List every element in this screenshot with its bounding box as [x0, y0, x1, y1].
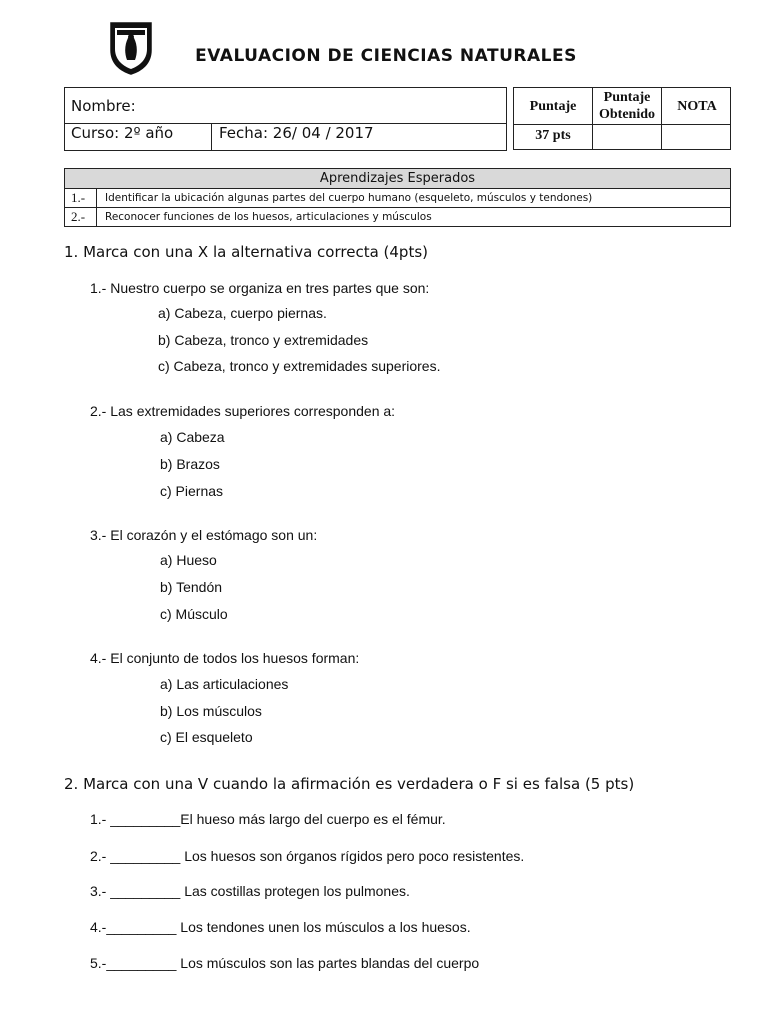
- question-3-option-b[interactable]: b) Tendón: [160, 579, 223, 595]
- student-info-box: [64, 87, 507, 151]
- info-divider: [211, 124, 212, 151]
- table-row: [65, 189, 730, 208]
- section-2-title: 2. Marca con una V cuando la afirmación es verdadera o F si es falsa (5 pts): [64, 775, 635, 793]
- question-3-option-c[interactable]: c) Músculo: [160, 606, 228, 622]
- true-false-item-5[interactable]: 5.-_________ Los músculos son las partes blandas del cuerpo: [90, 955, 480, 971]
- learning-objectives-table: [64, 168, 731, 227]
- true-false-item-2[interactable]: 2.- _________ Los huesos son órganos rígidos pero poco resistentes.: [90, 848, 525, 864]
- name-row: [65, 88, 506, 124]
- true-false-item-3[interactable]: 3.- _________ Las costillas protegen los pulmones.: [90, 883, 410, 899]
- question-2: 2.- Las extremidades superiores corresponden a:: [90, 403, 396, 419]
- question-2-option-b[interactable]: b) Brazos: [160, 456, 220, 472]
- question-4-option-a[interactable]: a) Las articulaciones: [160, 676, 289, 692]
- puntaje-label: Puntaje: [529, 99, 577, 114]
- table-row: [65, 208, 730, 226]
- section-1-title: 1. Marca con una X la alternativa correcta (4pts): [64, 243, 429, 261]
- question-1-option-b[interactable]: b) Cabeza, tronco y extremidades: [158, 332, 369, 348]
- course-label: Curso: 2º año: [71, 124, 174, 142]
- row-text: Identificar la ubicación algunas partes del cuerpo humano (esqueleto, músculos y tendones): [105, 192, 593, 204]
- row-number: 2.-: [65, 208, 97, 226]
- row-number: 1.-: [65, 189, 97, 207]
- question-3-option-a[interactable]: a) Hueso: [160, 552, 217, 568]
- row-text: Reconocer funciones de los huesos, articulaciones y músculos: [105, 211, 432, 223]
- puntaje-obtenido-label-2: Obtenido: [598, 107, 655, 122]
- question-1-option-a[interactable]: a) Cabeza, cuerpo piernas.: [158, 305, 327, 321]
- page-title: EVALUACION DE CIENCIAS NATURALES: [195, 46, 577, 66]
- puntaje-value: 37 pts: [535, 128, 571, 143]
- true-false-item-4[interactable]: 4.-_________ Los tendones unen los músculos a los huesos.: [90, 919, 471, 935]
- question-2-option-c[interactable]: c) Piernas: [160, 483, 224, 499]
- learning-objectives-header: Aprendizajes Esperados: [65, 169, 730, 189]
- puntaje-obtenido-label-1: Puntaje: [603, 90, 651, 105]
- question-1-option-c[interactable]: c) Cabeza, tronco y extremidades superiores.: [158, 358, 441, 374]
- question-3: 3.- El corazón y el estómago son un:: [90, 527, 318, 543]
- name-label: Nombre:: [71, 97, 136, 115]
- question-4-option-c[interactable]: c) El esqueleto: [160, 729, 253, 745]
- question-2-option-a[interactable]: a) Cabeza: [160, 429, 225, 445]
- question-1: 1.- Nuestro cuerpo se organiza en tres partes que son:: [90, 280, 430, 296]
- question-4: 4.- El conjunto de todos los huesos forman:: [90, 650, 360, 666]
- score-box: [513, 87, 731, 150]
- nota-label: NOTA: [677, 99, 717, 114]
- question-4-option-b[interactable]: b) Los músculos: [160, 703, 262, 719]
- true-false-item-1[interactable]: 1.- _________El hueso más largo del cuerpo es el fémur.: [90, 811, 446, 827]
- date-label: Fecha: 26/ 04 / 2017: [219, 124, 374, 142]
